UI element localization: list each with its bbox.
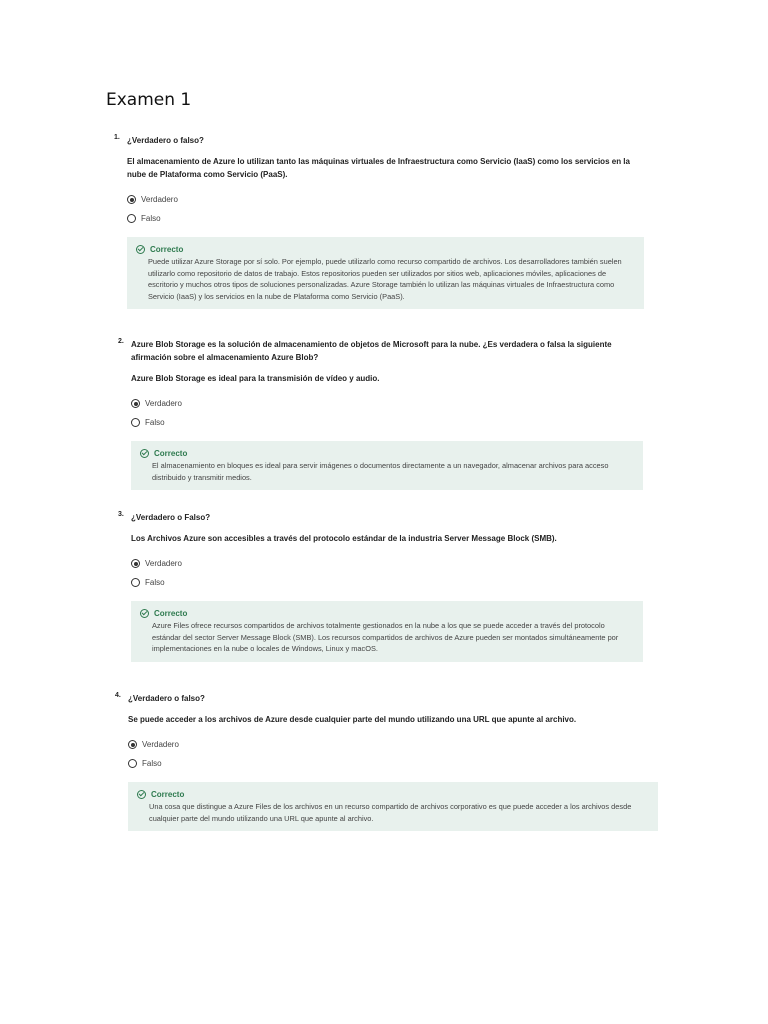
check-circle-icon: [140, 449, 149, 458]
question-number: 4.: [115, 692, 121, 699]
feedback-title: Correcto: [154, 608, 188, 618]
radio-unchecked-icon[interactable]: [131, 418, 140, 427]
radio-checked-icon[interactable]: [131, 559, 140, 568]
radio-checked-icon[interactable]: [131, 399, 140, 408]
option-label: Falso: [142, 759, 162, 768]
question-prompt: ¿Verdadero o Falso?: [131, 513, 211, 522]
question-number: 2.: [118, 338, 124, 345]
answer-options: [115, 735, 658, 773]
question-header: [115, 692, 658, 726]
feedback-title: Correcto: [151, 789, 185, 799]
option-false[interactable]: [131, 573, 643, 592]
radio-unchecked-icon[interactable]: [128, 759, 137, 768]
feedback-title: Correcto: [154, 448, 188, 458]
feedback-box: [131, 601, 643, 662]
question-prompt: ¿Verdadero o falso?: [128, 694, 205, 703]
feedback-text: Una cosa que distingue a Azure Files de los archivos en un recurso compartido de archivos corporativo es que puede acceder a los archivos desde cualquier parte del mundo utilizando una URL que apunte al archivo.: [149, 802, 632, 823]
option-false[interactable]: [131, 413, 643, 432]
answer-options: [114, 190, 644, 228]
feedback-box: [127, 237, 644, 309]
question-1: [114, 134, 644, 309]
radio-checked-icon[interactable]: [128, 740, 137, 749]
check-circle-icon: [140, 609, 149, 618]
question-statement: Azure Blob Storage es ideal para la transmisión de vídeo y audio.: [131, 374, 380, 383]
question-number: 1.: [114, 134, 120, 141]
option-label: Verdadero: [141, 195, 178, 204]
feedback-box: [128, 782, 658, 831]
answer-options: [118, 554, 643, 592]
question-statement: Los Archivos Azure son accesibles a través del protocolo estándar de la industria Server Message Block (SMB).: [131, 534, 557, 543]
option-label: Falso: [145, 578, 165, 587]
option-true[interactable]: [131, 554, 643, 573]
question-statement: El almacenamiento de Azure lo utilizan tanto las máquinas virtuales de Infraestructura como Servicio (IaaS) como los servicios en la nube de Plataforma como Servicio (PaaS).: [127, 157, 630, 179]
option-label: Verdadero: [145, 559, 182, 568]
option-label: Falso: [145, 418, 165, 427]
check-circle-icon: [137, 790, 146, 799]
option-true[interactable]: [127, 190, 644, 209]
question-4: [115, 692, 658, 831]
option-true[interactable]: [128, 735, 658, 754]
question-header: [118, 511, 643, 545]
page-title: Examen 1: [106, 90, 192, 110]
option-label: Falso: [141, 214, 161, 223]
question-2: [118, 338, 643, 490]
option-label: Verdadero: [145, 399, 182, 408]
question-prompt: ¿Verdadero o falso?: [127, 136, 204, 145]
question-number: 3.: [118, 511, 124, 518]
radio-checked-icon[interactable]: [127, 195, 136, 204]
answer-options: [118, 394, 643, 432]
question-3: [118, 511, 643, 662]
question-header: [114, 134, 644, 181]
radio-unchecked-icon[interactable]: [127, 214, 136, 223]
feedback-title: Correcto: [150, 244, 184, 254]
question-header: [118, 338, 643, 385]
question-statement: Se puede acceder a los archivos de Azure desde cualquier parte del mundo utilizando una URL que apunte al archivo.: [128, 715, 577, 724]
check-circle-icon: [136, 245, 145, 254]
option-true[interactable]: [131, 394, 643, 413]
feedback-text: Azure Files ofrece recursos compartidos de archivos totalmente gestionados en la nube a los que se puede acceder a través del protocolo estándar del sector Server Message Block (SMB). Los recursos compartidos de archivos de Azure pueden ser montados simultáneamente por implementaciones en la nube o locales de Windows, Linux y macOS.: [152, 621, 619, 654]
option-false[interactable]: [128, 754, 658, 773]
option-false[interactable]: [127, 209, 644, 228]
option-label: Verdadero: [142, 740, 179, 749]
feedback-box: [131, 441, 643, 490]
radio-unchecked-icon[interactable]: [131, 578, 140, 587]
feedback-text: El almacenamiento en bloques es ideal para servir imágenes o documentos directamente a un navegador, almacenar archivos para acceso distribuido y transmitir medios.: [152, 461, 609, 482]
feedback-text: Puede utilizar Azure Storage por sí solo. Por ejemplo, puede utilizarlo como recurso compartido de archivos. Los desarrolladores también suelen utilizarlo como repositorio de datos de trabajo. Estos repositorios pueden ser utilizados por sitios web, aplicaciones móviles, aplicaciones de escritorio y muchos otros tipos de soluciones personalizadas. Azure Storage también lo utilizan las máquinas virtuales de Infraestructura como Servicio (IaaS) y los servicios en la nube de Plataforma como Servicio (PaaS).: [148, 257, 622, 301]
question-prompt: Azure Blob Storage es la solución de almacenamiento de objetos de Microsoft para la nube. ¿Es verdadera o falsa la siguiente afirmación sobre el almacenamiento Azure Blob?: [131, 340, 612, 362]
